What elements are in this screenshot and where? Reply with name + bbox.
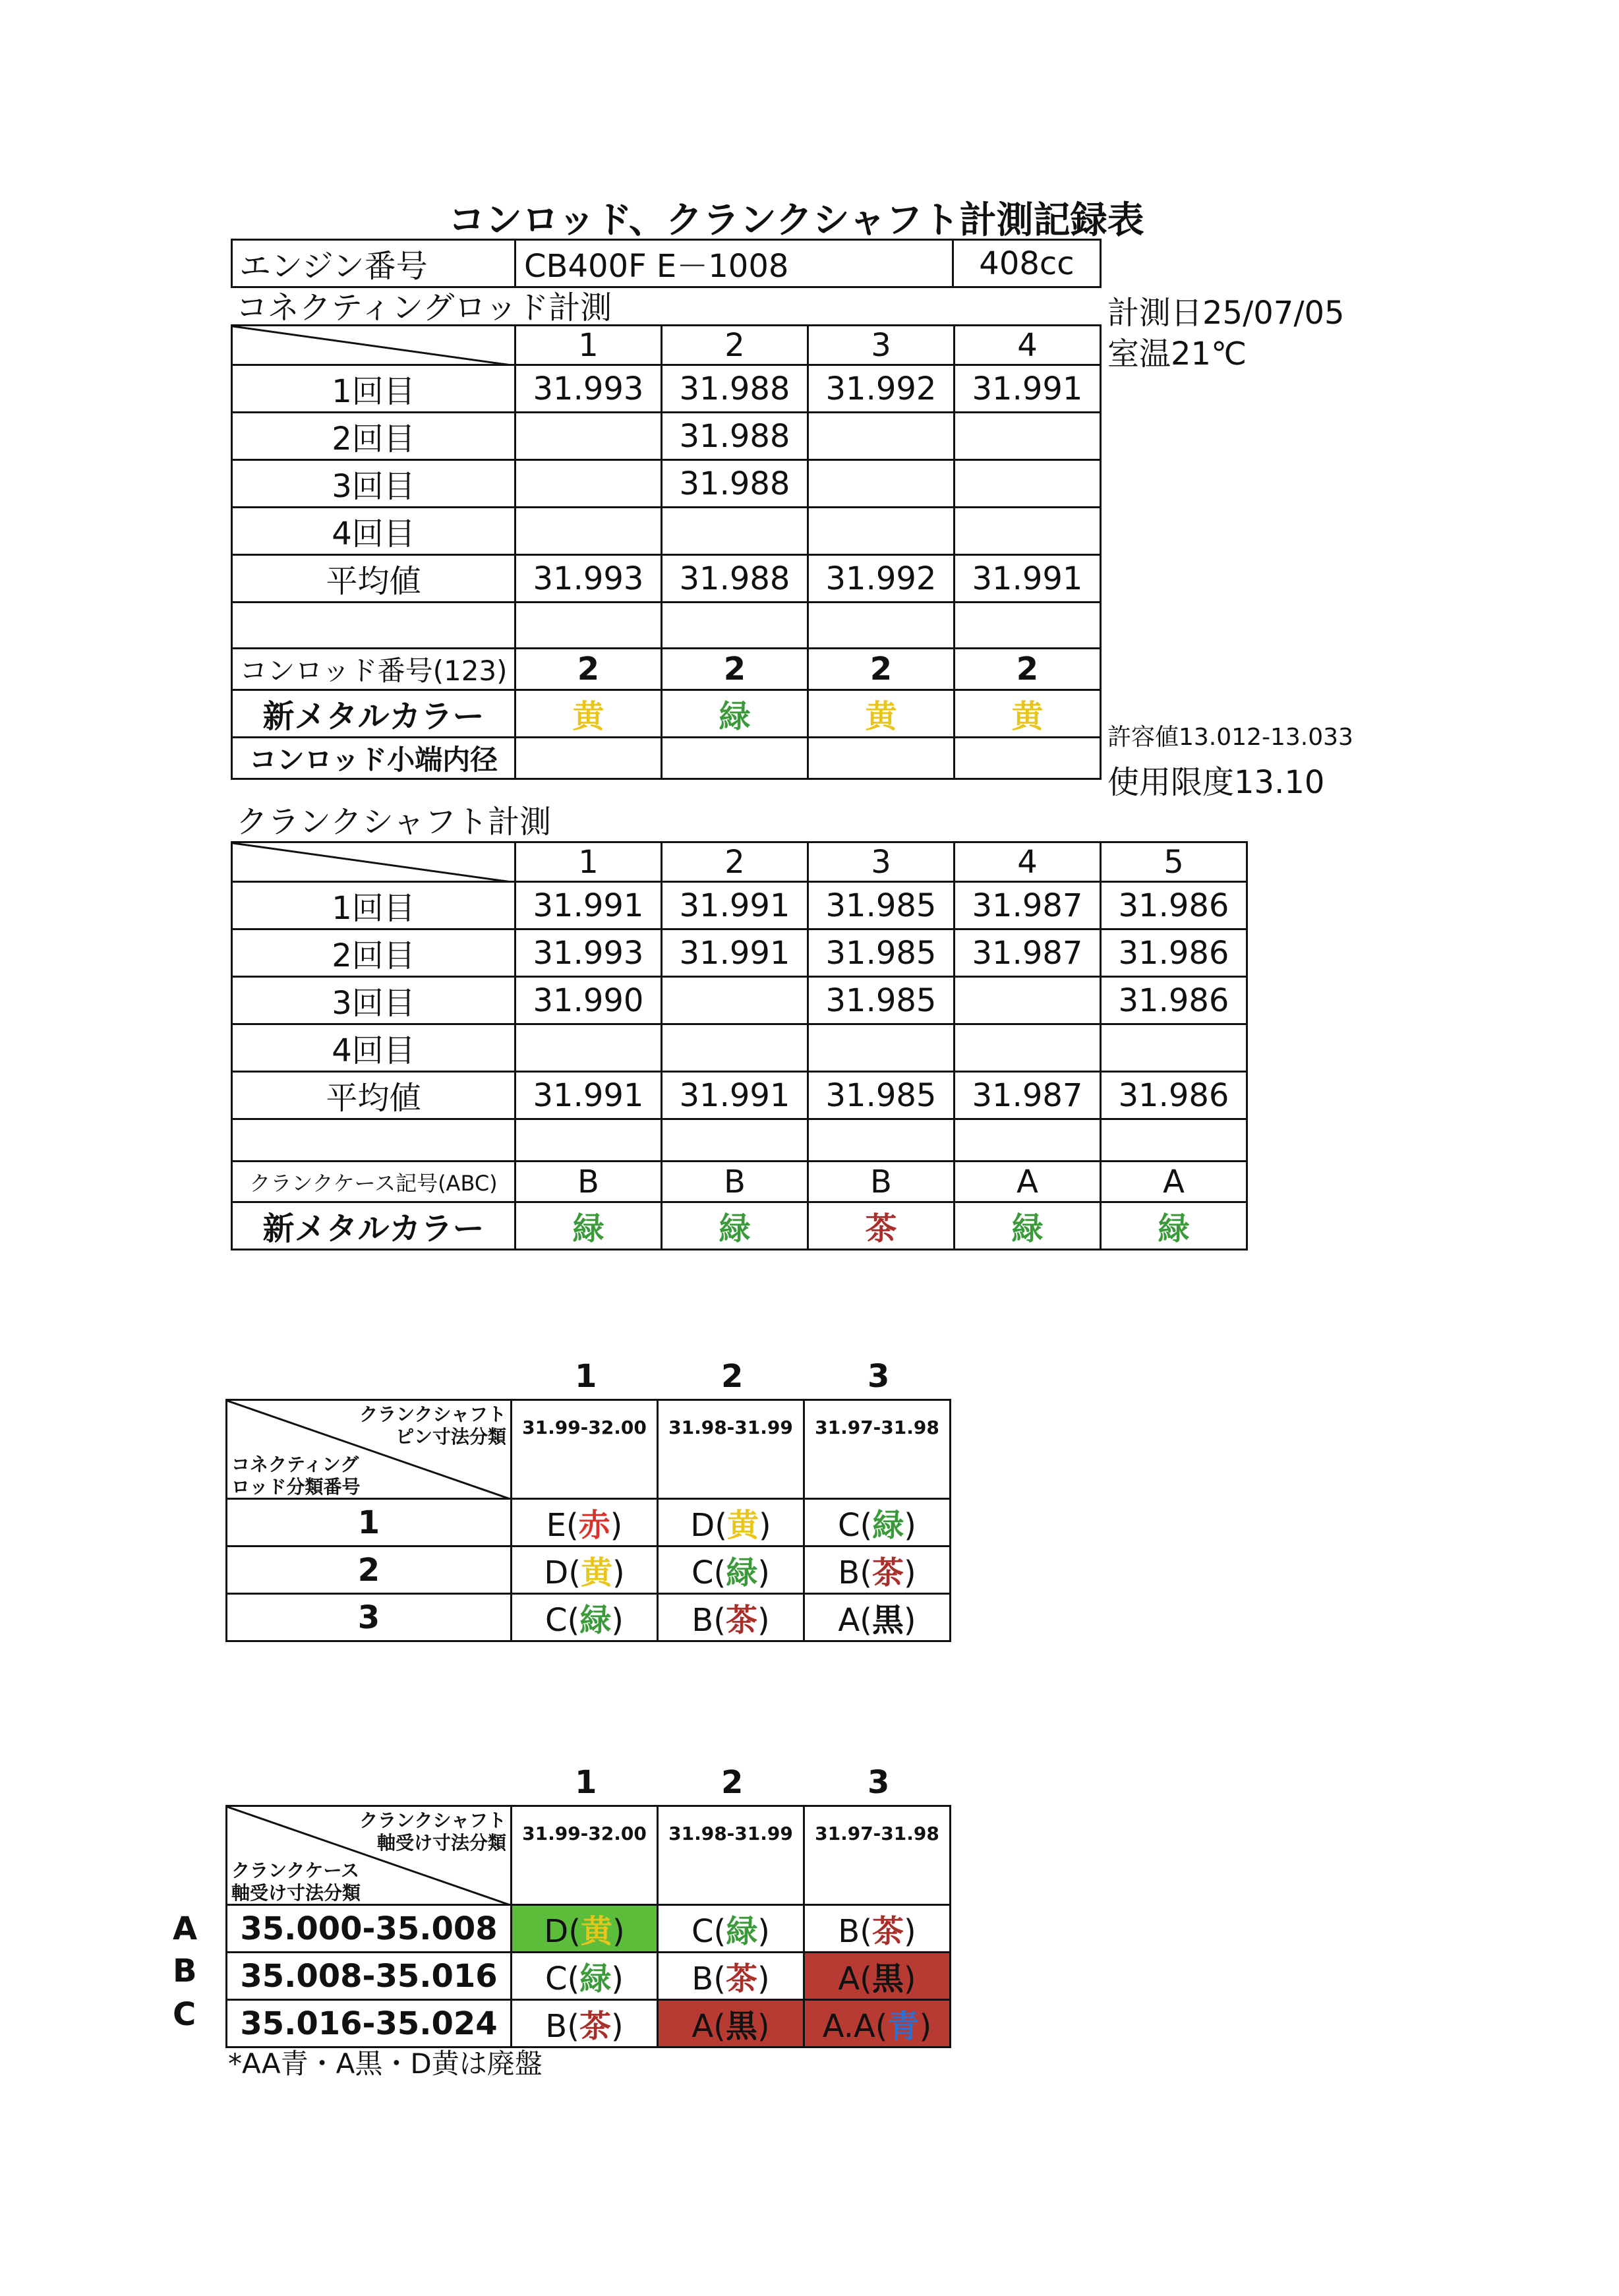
- conrod-col-header: 1: [515, 326, 662, 365]
- class-letter: C: [838, 1507, 860, 1544]
- conrod-col-header: 3: [808, 326, 955, 365]
- measure-row: [232, 977, 1247, 1024]
- class-cell: A(黒): [658, 2000, 804, 2047]
- measure-value: 31.992: [808, 365, 955, 413]
- measure-value: 31.991: [662, 929, 808, 977]
- row-label: 4回目: [232, 1024, 515, 1072]
- crank-color: 緑: [955, 1202, 1101, 1250]
- class-letter: B: [545, 2008, 568, 2045]
- class-cell: C(緑): [512, 1953, 658, 2000]
- class-color: 黒: [871, 1960, 904, 1997]
- measure-value: 31.993: [515, 555, 662, 603]
- class-letter: D: [690, 1507, 715, 1544]
- journal-range: 31.97-31.98: [804, 1806, 951, 1905]
- row-label: 2回目: [232, 929, 515, 977]
- class-cell: B(茶): [804, 1905, 951, 1953]
- conrod-color: 緑: [662, 690, 808, 738]
- conrod-number-label: コンロッド番号(123): [232, 649, 515, 690]
- measure-value: 31.988: [662, 365, 808, 413]
- measure-value: [955, 1024, 1101, 1072]
- measure-value: [808, 1024, 955, 1072]
- crank-col-header: 3: [808, 842, 955, 882]
- measure-row: [232, 413, 1101, 460]
- class-letter: B: [838, 1554, 860, 1591]
- conrod-number: 2: [955, 649, 1101, 690]
- measure-value: 31.985: [808, 977, 955, 1024]
- crank-rows: [232, 882, 1247, 1119]
- class-cell: D(黄): [658, 1499, 804, 1546]
- class-letter: B: [838, 1913, 860, 1950]
- class-color: 緑: [872, 1507, 904, 1544]
- measure-value: 31.988: [662, 413, 808, 460]
- measure-value: [1101, 1024, 1247, 1072]
- journal-col-number: 1: [575, 1764, 597, 1801]
- conrod-blank-row: [232, 603, 1101, 649]
- crank-case-code: A: [955, 1162, 1101, 1202]
- row-label: 2回目: [232, 413, 515, 460]
- measure-value: 31.985: [808, 882, 955, 929]
- pin-range: 31.97-31.98: [804, 1400, 951, 1499]
- class-cell: A.A(青): [804, 2000, 951, 2047]
- measure-value: [515, 413, 662, 460]
- measure-value: 31.991: [955, 365, 1101, 413]
- class-letter: C: [692, 1554, 714, 1591]
- journal-header-top-2: 軸受け寸法分類: [376, 1832, 506, 1854]
- measure-value: [662, 508, 808, 555]
- measure-value: 31.985: [808, 929, 955, 977]
- crank-blank-row: [232, 1119, 1247, 1162]
- crank-col-header: 1: [515, 842, 662, 882]
- measure-row: [232, 1024, 1247, 1072]
- row-label: 3回目: [232, 460, 515, 508]
- class-letter: A.A: [822, 2008, 875, 2045]
- diagonal-line: [233, 843, 515, 882]
- crank-case-code: B: [515, 1162, 662, 1202]
- journal-range: 31.99-32.00: [512, 1806, 658, 1905]
- measure-value: 31.993: [515, 365, 662, 413]
- class-row: [227, 1594, 951, 1641]
- crank-corner-cell: [232, 842, 515, 882]
- conrod-number: 2: [662, 649, 808, 690]
- engine-label: エンジン番号: [232, 240, 515, 287]
- crank-color: 茶: [808, 1202, 955, 1250]
- row-label: 3回目: [232, 977, 515, 1024]
- class-color: 黄: [580, 1913, 612, 1950]
- class-row: [227, 2000, 951, 2047]
- engine-model: CB400F E－1008: [515, 240, 953, 287]
- class-row: [227, 1953, 951, 2000]
- pin-rows: [227, 1499, 951, 1641]
- class-letter: A: [838, 1602, 860, 1639]
- class-letter: D: [544, 1554, 569, 1591]
- conrod-corner-cell: [232, 326, 515, 365]
- crank-col-header: 5: [1101, 842, 1247, 882]
- crank-color: 緑: [662, 1202, 808, 1250]
- class-color: 緑: [579, 1960, 612, 1997]
- measure-value: [662, 977, 808, 1024]
- class-letter: B: [692, 1602, 714, 1639]
- journal-header-bottom-1: クランクケース: [231, 1860, 360, 1881]
- class-color: 茶: [725, 1960, 757, 1997]
- crank-col-header: 2: [662, 842, 808, 882]
- conrod-section-title: コネクティングロッド計測: [236, 289, 612, 326]
- class-color: 茶: [871, 1913, 904, 1950]
- class-cell: C(緑): [658, 1905, 804, 1953]
- measure-value: 31.986: [1101, 882, 1247, 929]
- measure-row: [232, 929, 1247, 977]
- crank-case-code: A: [1101, 1162, 1247, 1202]
- class-color: 黄: [726, 1507, 759, 1544]
- class-color: 黒: [871, 1602, 904, 1639]
- measure-value: 31.986: [1101, 1072, 1247, 1119]
- measure-value: [515, 1024, 662, 1072]
- measure-date: 計測日25/07/05: [1107, 295, 1345, 332]
- measure-value: [955, 977, 1101, 1024]
- class-letter: C: [545, 1602, 568, 1639]
- page-title: コンロッド、クランクシャフト計測記録表: [448, 199, 1144, 242]
- class-letter: D: [544, 1913, 569, 1950]
- class-cell: B(茶): [512, 2000, 658, 2047]
- measure-row: [232, 1072, 1247, 1119]
- measure-value: [515, 460, 662, 508]
- class-color: 茶: [871, 1554, 904, 1591]
- measure-value: [808, 460, 955, 508]
- class-cell: C(緑): [512, 1594, 658, 1641]
- conrod-small-end-label: コンロッド小端内径: [232, 738, 515, 779]
- conrod-number: 2: [515, 649, 662, 690]
- engine-displacement: 408cc: [953, 240, 1101, 287]
- measure-value: 31.986: [1101, 977, 1247, 1024]
- row-label: 平均値: [232, 555, 515, 603]
- row-label: 1回目: [232, 882, 515, 929]
- journal-table: [225, 1805, 951, 2048]
- measure-value: 31.987: [955, 1072, 1101, 1119]
- measure-row: [232, 882, 1247, 929]
- pin-header-top-1: クランクシャフト: [359, 1403, 506, 1425]
- class-cell: C(緑): [658, 1546, 804, 1594]
- journal-col-number: 3: [868, 1764, 890, 1801]
- measure-row: [232, 365, 1101, 413]
- measure-value: 31.985: [808, 1072, 955, 1119]
- conrod-color-label: 新メタルカラー: [232, 690, 515, 738]
- journal-rows: [227, 1905, 951, 2047]
- crank-col-header: 4: [955, 842, 1101, 882]
- measure-value: 31.988: [662, 460, 808, 508]
- crank-color: 緑: [515, 1202, 662, 1250]
- journal-header-cell: [227, 1806, 512, 1905]
- conrod-table: [231, 324, 1102, 780]
- class-color: 赤: [578, 1507, 610, 1544]
- measure-value: [955, 413, 1101, 460]
- measure-value: [955, 508, 1101, 555]
- measure-value: [955, 460, 1101, 508]
- footnote: *AA青・A黒・D黄は廃盤: [228, 2047, 543, 2080]
- pin-header-top-2: ピン寸法分類: [395, 1426, 506, 1448]
- measure-value: 31.991: [662, 882, 808, 929]
- crank-case-code: B: [662, 1162, 808, 1202]
- class-cell: B(茶): [658, 1953, 804, 2000]
- class-row-label: 35.016-35.024: [227, 2000, 512, 2047]
- pin-col-number: 1: [575, 1358, 597, 1395]
- class-color: 黒: [725, 2008, 757, 2045]
- measure-value: 31.990: [515, 977, 662, 1024]
- measure-value: 31.988: [662, 555, 808, 603]
- row-label: 平均値: [232, 1072, 515, 1119]
- pin-header-cell: [227, 1400, 512, 1499]
- row-label: 1回目: [232, 365, 515, 413]
- class-color: 黄: [580, 1554, 612, 1591]
- crank-color: 緑: [1101, 1202, 1247, 1250]
- journal-header-bottom-2: 軸受け寸法分類: [231, 1882, 361, 1904]
- class-letter: C: [692, 1913, 714, 1950]
- class-cell: E(赤): [512, 1499, 658, 1546]
- measure-value: [808, 413, 955, 460]
- conrod-color: 黄: [515, 690, 662, 738]
- measure-value: [515, 508, 662, 555]
- pin-range: 31.99-32.00: [512, 1400, 658, 1499]
- class-color: 茶: [725, 1602, 757, 1639]
- class-letter: A: [838, 1960, 860, 1997]
- class-letter: C: [545, 1960, 568, 1997]
- class-color: 茶: [579, 2008, 611, 2045]
- measure-value: [662, 1024, 808, 1072]
- class-cell: A(黒): [804, 1953, 951, 2000]
- crank-table: [231, 841, 1248, 1251]
- journal-row-letter: C: [173, 1996, 196, 2033]
- class-row: [227, 1546, 951, 1594]
- journal-row-letter: A: [173, 1910, 198, 1947]
- class-row-label: 3: [227, 1594, 512, 1641]
- room-temp: 室温21℃: [1107, 336, 1247, 372]
- conrod-number: 2: [808, 649, 955, 690]
- class-cell: B(茶): [658, 1594, 804, 1641]
- class-cell: A(黒): [804, 1594, 951, 1641]
- journal-row-letter: B: [173, 1953, 197, 1989]
- measure-row: [232, 555, 1101, 603]
- usage-limit: 使用限度13.10: [1107, 764, 1325, 801]
- pin-col-number: 3: [868, 1358, 890, 1395]
- pin-header-bottom-1: コネクティング: [231, 1454, 359, 1475]
- row-label: 4回目: [232, 508, 515, 555]
- pin-col-number: 2: [721, 1358, 744, 1395]
- measure-value: 31.991: [662, 1072, 808, 1119]
- class-letter: E: [546, 1507, 566, 1544]
- class-row-label: 35.008-35.016: [227, 1953, 512, 2000]
- measure-row: [232, 460, 1101, 508]
- class-cell: B(茶): [804, 1546, 951, 1594]
- measure-value: 31.986: [1101, 929, 1247, 977]
- measure-value: 31.991: [515, 882, 662, 929]
- measure-value: 31.991: [955, 555, 1101, 603]
- journal-col-number: 2: [721, 1764, 744, 1801]
- class-color: 青: [887, 2008, 920, 2045]
- crank-color-label: 新メタルカラー: [232, 1202, 515, 1250]
- measure-value: 31.993: [515, 929, 662, 977]
- pin-table: [225, 1399, 951, 1642]
- class-row-label: 2: [227, 1546, 512, 1594]
- measure-value: 31.991: [515, 1072, 662, 1119]
- crank-case-code: B: [808, 1162, 955, 1202]
- class-color: 緑: [726, 1554, 758, 1591]
- class-color: 緑: [579, 1602, 612, 1639]
- class-row-label: 1: [227, 1499, 512, 1546]
- tolerance: 許容値13.012-13.033: [1107, 724, 1353, 751]
- class-cell: C(緑): [804, 1499, 951, 1546]
- diagonal-line: [233, 326, 515, 365]
- conrod-rows: [232, 365, 1101, 603]
- engine-table: [231, 239, 1102, 288]
- conrod-col-header: 4: [955, 326, 1101, 365]
- crank-section-title: クランクシャフト計測: [236, 804, 552, 840]
- measure-value: 31.987: [955, 929, 1101, 977]
- conrod-color: 黄: [955, 690, 1101, 738]
- class-row: [227, 1905, 951, 1953]
- journal-range: 31.98-31.99: [658, 1806, 804, 1905]
- measure-value: [808, 508, 955, 555]
- class-row-label: 35.000-35.008: [227, 1905, 512, 1953]
- conrod-col-header: 2: [662, 326, 808, 365]
- class-cell: D(黄): [512, 1905, 658, 1953]
- class-color: 緑: [726, 1913, 758, 1950]
- crank-case-label: クランクケース記号(ABC): [232, 1162, 515, 1202]
- pin-range: 31.98-31.99: [658, 1400, 804, 1499]
- class-row: [227, 1499, 951, 1546]
- pin-header-bottom-2: ロッド分類番号: [231, 1476, 361, 1498]
- class-letter: A: [692, 2008, 714, 2045]
- measure-value: 31.987: [955, 882, 1101, 929]
- class-letter: B: [692, 1960, 714, 1997]
- class-cell: D(黄): [512, 1546, 658, 1594]
- measure-row: [232, 508, 1101, 555]
- measure-value: 31.992: [808, 555, 955, 603]
- journal-header-top-1: クランクシャフト: [359, 1810, 506, 1831]
- conrod-color: 黄: [808, 690, 955, 738]
